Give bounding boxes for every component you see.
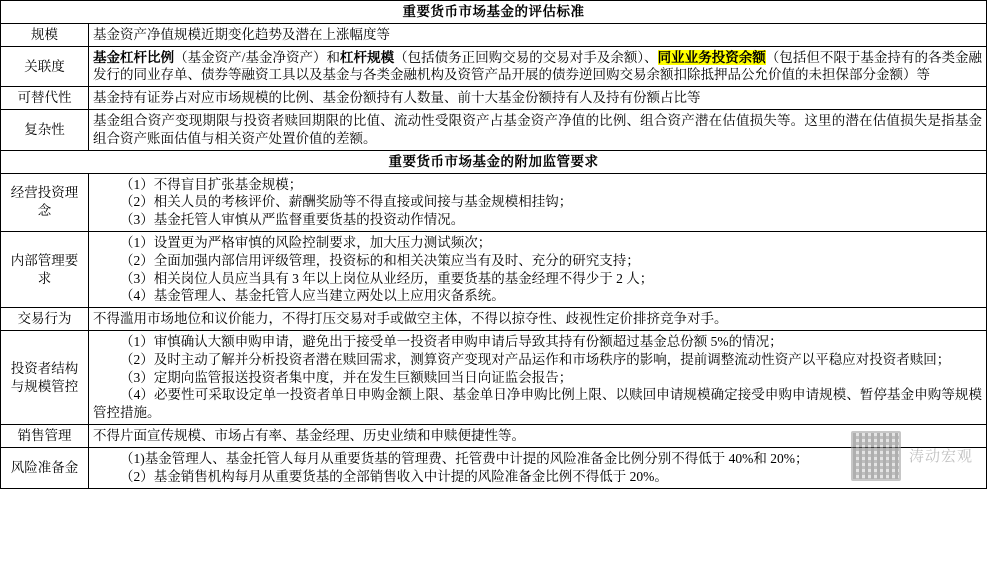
- list-item: （3）定期向监管报送投资者集中度，并在发生巨额赎回当日向证监会报告；: [120, 369, 573, 385]
- list-item: 不得片面宣传规模、市场占有率、基金经理、历史业绩和申赎便捷性等。: [93, 428, 525, 444]
- list-item: （1）审慎确认大额申购申请，避免出于接受单一投资者申购申请后导致其持有份额超过基金总份额 5%的情况；: [120, 334, 783, 349]
- row-content-relatedness: [89, 46, 987, 87]
- text-run-bold: 基金杠杆比例: [93, 49, 175, 65]
- table-row: [1, 23, 987, 46]
- table-row: [1, 231, 987, 307]
- row-label-sales-management: 销售管理: [1, 425, 89, 448]
- list-item: （2）相关人员的考核评价、薪酬奖励等不得直接或间接与基金规模相挂钩；: [120, 194, 573, 210]
- list-item: （1)基金管理人、基金托管人每月从重要货基的管理费、托管费中计提的风险准备金比例分别不得低于 40%和 20%；: [120, 450, 809, 466]
- text-run: 基金持有证券占对应市场规模的比例、基金份额持有人数量、前十大基金份额持有人及持有份额占比等: [93, 90, 701, 106]
- list-item: （1）设置更为严格审慎的风险控制要求，加大压力测试频次；: [120, 234, 492, 250]
- list-item: （4）基金管理人、基金托管人应当建立两处以上应用灾备系统。: [120, 288, 505, 304]
- row-content-substitutability: [89, 87, 987, 110]
- row-label-internal-management: 内部管理要求: [1, 231, 89, 307]
- list-item: （2）基金销售机构每月从重要货基的全部销售收入中计提的风险准备金比例不得低于 20%。: [120, 468, 668, 484]
- table-row: [1, 46, 987, 87]
- text-run: 基金组合资产变现期限与投资者赎回期限的比值、流动性受限资产占基金资产净值的比例、组合资产潜在估值损失等。这里的潜在估值损失是指基金组合资产账面估值与相关资产处置价值的差额。: [93, 113, 982, 146]
- row-content-business-philosophy: [89, 173, 987, 231]
- table-row: [1, 308, 987, 331]
- table-row: [1, 110, 987, 151]
- table-row: [1, 1, 987, 24]
- list-item: （2）全面加强内部信用评级管理，投资标的和相关决策应当有及时、充分的研究支持；: [120, 252, 640, 268]
- section-title-evaluation: 重要货币市场基金的评估标准: [1, 1, 987, 24]
- row-label-scale: 规模: [1, 23, 89, 46]
- list-item: （3）相关岗位人员应当具有 3 年以上岗位从业经历，重要货基的基金经理不得少于 2 人；: [120, 270, 654, 286]
- watermark-label: 涛动宏观: [908, 448, 973, 465]
- row-label-trading-behavior: 交易行为: [1, 308, 89, 331]
- table-row: [1, 331, 987, 425]
- table-row: [1, 425, 987, 448]
- row-label-investor-structure: 投资者结构与规模管控: [1, 331, 89, 425]
- table-row: [1, 150, 987, 173]
- row-content-investor-structure: [89, 331, 987, 425]
- text-run: （包括债务正回购交易的交易对手及余额）、: [394, 49, 658, 65]
- row-label-business-philosophy: 经营投资理念: [1, 173, 89, 231]
- row-content-complexity: [89, 110, 987, 151]
- list-item: 不得滥用市场地位和议价能力，不得打压交易对手或做空主体，不得以掠夺性、歧视性定价排挤竞争对手。: [93, 311, 728, 327]
- row-content-internal-management: [89, 231, 987, 307]
- list-item: （4）必要性可采取设定单一投资者单日申购金额上限、基金单日净申购比例上限、以赎回申请规模确定接受申购申请规模、暂停基金申购等规模管控措施。: [93, 387, 982, 421]
- table-body: [1, 1, 987, 489]
- row-label-relatedness: 关联度: [1, 46, 89, 87]
- text-run-bold: 杠杆规模: [340, 49, 395, 65]
- row-content-scale: [89, 23, 987, 46]
- list-item: （2）及时主动了解并分析投资者潜在赎回需求，测算资产变现对产品运作和市场秩序的影响，提前调整流动性资产以平稳应对投资者赎回；: [120, 351, 951, 367]
- row-content-risk-reserve: [89, 447, 987, 488]
- list-item: （3）基金托管人审慎从严监督重要货基的投资动作情况。: [120, 212, 465, 228]
- list-item: （1）不得盲目扩张基金规模；: [120, 176, 303, 192]
- text-run-highlighted: 同业业务投资余额: [657, 49, 766, 65]
- table-row: [1, 447, 987, 488]
- text-run: 基金资产净值规模近期变化趋势及潜在上涨幅度等: [93, 26, 390, 42]
- table-row: [1, 87, 987, 110]
- table-row: [1, 173, 987, 231]
- row-content-trading-behavior: [89, 308, 987, 331]
- row-label-substitutability: 可替代性: [1, 87, 89, 110]
- row-content-sales-management: [89, 425, 987, 448]
- row-label-complexity: 复杂性: [1, 110, 89, 151]
- text-run: （基金资产/基金净资产）和: [174, 49, 341, 65]
- section-title-requirements: 重要货币市场基金的附加监管要求: [1, 150, 987, 173]
- row-label-risk-reserve: 风险准备金: [1, 447, 89, 488]
- text-run: （包括但不限于基金持有的各类金融发行的同业存单、债券等融资工具以及基金与各类金融机构及资管产品开展的债券逆回购交易余额扣除抵押品公允价值的未担保部分金额）等: [93, 49, 983, 83]
